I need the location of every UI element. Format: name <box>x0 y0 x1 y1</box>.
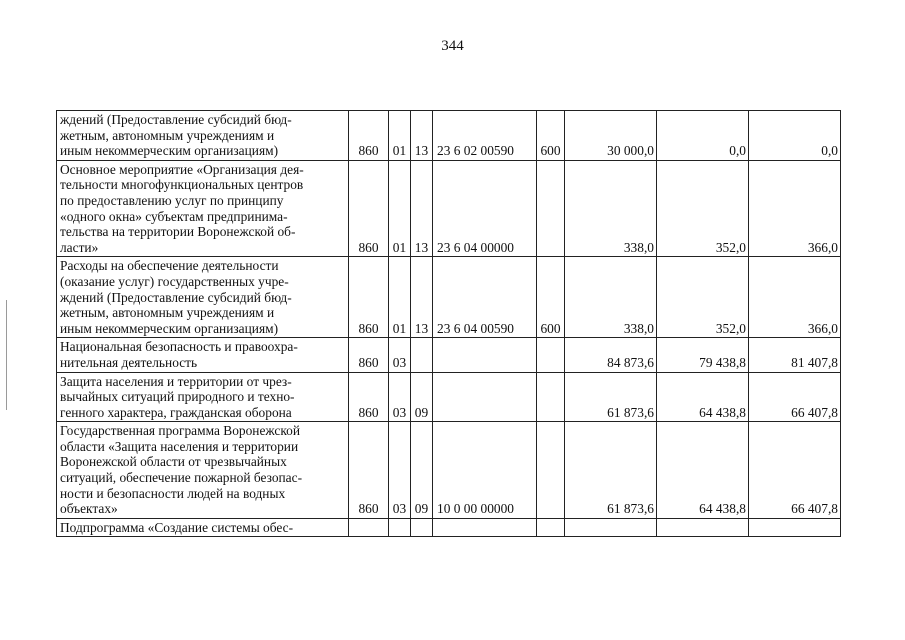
cell-amount-year1: 338,0 <box>565 160 657 257</box>
cell-gr <box>349 518 389 537</box>
name-line: «одного окна» субъектам предпринима- <box>60 208 288 224</box>
cell-rz: 01 <box>389 160 411 257</box>
name-line: Основное мероприятие «Организация дея- <box>60 161 304 177</box>
cell-amount-year1: 338,0 <box>565 257 657 338</box>
cell-pr: 13 <box>411 257 433 338</box>
name-line: по предоставлению услуг по принципу <box>60 192 284 208</box>
cell-amount-year3: 66 407,8 <box>749 372 841 422</box>
cell-rz: 03 <box>389 338 411 372</box>
budget-table <box>56 110 841 537</box>
cell-gr: 860 <box>349 111 389 161</box>
table-row <box>57 372 841 422</box>
cell-csr <box>433 518 537 537</box>
cell-csr: 23 6 04 00000 <box>433 160 537 257</box>
name-line: тельства на территории Воронежской об- <box>60 224 296 240</box>
cell-rz: 03 <box>389 422 411 519</box>
cell-rz: 01 <box>389 257 411 338</box>
cell-vr: 600 <box>537 111 565 161</box>
scan-edge-mark <box>6 300 7 410</box>
cell-amount-year2: 352,0 <box>657 257 749 338</box>
table-row <box>57 518 841 537</box>
name-line: области «Защита населения и территории <box>60 438 299 454</box>
cell-amount-year1 <box>565 518 657 537</box>
cell-csr: 10 0 00 00000 <box>433 422 537 519</box>
cell-amount-year1: 30 000,0 <box>565 111 657 161</box>
cell-amount-year3: 81 407,8 <box>749 338 841 372</box>
cell-name <box>57 111 349 161</box>
name-line: Расходы на обеспечение деятельности <box>60 258 279 274</box>
cell-amount-year2: 0,0 <box>657 111 749 161</box>
name-line: жетным, автономным учреждениям и <box>60 305 275 321</box>
cell-rz: 03 <box>389 372 411 422</box>
cell-name <box>57 372 349 422</box>
cell-amount-year1: 84 873,6 <box>565 338 657 372</box>
cell-pr: 09 <box>411 372 433 422</box>
name-line: Государственная программа Воронежской <box>60 423 301 439</box>
cell-pr: 13 <box>411 160 433 257</box>
table-row <box>57 111 841 161</box>
table-row <box>57 257 841 338</box>
cell-rz <box>389 518 411 537</box>
cell-csr: 23 6 04 00590 <box>433 257 537 338</box>
cell-amount-year2: 352,0 <box>657 160 749 257</box>
name-line: вычайных ситуаций природного и техно- <box>60 389 295 405</box>
cell-amount-year1: 61 873,6 <box>565 422 657 519</box>
name-line: объектах» <box>60 501 118 517</box>
name-line: Защита населения и территории от чрез- <box>60 373 292 389</box>
cell-pr <box>411 338 433 372</box>
name-line: (оказание услуг) государственных учре- <box>60 273 289 289</box>
budget-table-body <box>57 111 841 537</box>
name-line: Подпрограмма «Создание системы обес- <box>60 519 294 535</box>
cell-amount-year3: 66 407,8 <box>749 422 841 519</box>
cell-amount-year2: 79 438,8 <box>657 338 749 372</box>
cell-name <box>57 160 349 257</box>
name-line: генного характера, гражданская оборона <box>60 404 292 420</box>
name-line: Воронежской области от чрезвычайных <box>60 454 287 470</box>
name-line: ности и безопасности людей на водных <box>60 485 286 501</box>
cell-vr <box>537 518 565 537</box>
name-line: нительная деятельность <box>60 354 198 370</box>
cell-amount-year1: 61 873,6 <box>565 372 657 422</box>
cell-vr <box>537 372 565 422</box>
cell-amount-year2 <box>657 518 749 537</box>
name-line: иным некоммерческим организациям) <box>60 320 279 336</box>
cell-pr: 09 <box>411 422 433 519</box>
table-row <box>57 338 841 372</box>
cell-csr: 23 6 02 00590 <box>433 111 537 161</box>
name-line: ждений (Предоставление субсидий бюд- <box>60 112 292 127</box>
cell-amount-year3: 366,0 <box>749 257 841 338</box>
cell-pr <box>411 518 433 537</box>
cell-gr: 860 <box>349 160 389 257</box>
cell-csr <box>433 372 537 422</box>
cell-amount-year3: 366,0 <box>749 160 841 257</box>
cell-name <box>57 518 349 537</box>
name-line: иным некоммерческим организациям) <box>60 143 279 159</box>
cell-amount-year2: 64 438,8 <box>657 422 749 519</box>
name-line: ситуаций, обеспечение пожарной безопас- <box>60 470 303 486</box>
name-line: жетным, автономным учреждениям и <box>60 127 275 143</box>
cell-vr <box>537 338 565 372</box>
cell-rz: 01 <box>389 111 411 161</box>
name-line: ждений (Предоставление субсидий бюд- <box>60 289 292 305</box>
cell-gr: 860 <box>349 338 389 372</box>
cell-gr: 860 <box>349 372 389 422</box>
cell-gr: 860 <box>349 422 389 519</box>
name-line: Национальная безопасность и правоохра- <box>60 339 298 355</box>
cell-pr: 13 <box>411 111 433 161</box>
cell-amount-year2: 64 438,8 <box>657 372 749 422</box>
cell-vr <box>537 422 565 519</box>
cell-csr <box>433 338 537 372</box>
name-line: ласти» <box>60 239 99 255</box>
cell-vr <box>537 160 565 257</box>
page-number: 344 <box>441 38 464 54</box>
cell-name <box>57 338 349 372</box>
cell-amount-year3: 0,0 <box>749 111 841 161</box>
name-line: тельности многофункциональных центров <box>60 177 304 193</box>
cell-amount-year3 <box>749 518 841 537</box>
table-row <box>57 422 841 519</box>
cell-name <box>57 257 349 338</box>
cell-name <box>57 422 349 519</box>
cell-gr: 860 <box>349 257 389 338</box>
table-row <box>57 160 841 257</box>
cell-vr: 600 <box>537 257 565 338</box>
